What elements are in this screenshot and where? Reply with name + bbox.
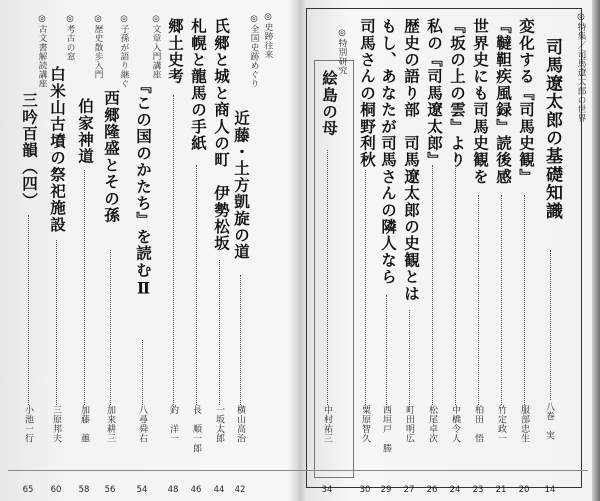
entry-author: 服部忠生 — [519, 405, 529, 444]
entry-page: 48 — [167, 485, 179, 495]
leader-dots — [173, 95, 174, 405]
entry-title: 絵島の母 — [320, 70, 339, 137]
leader-dots — [28, 215, 29, 405]
entry-page: 23 — [472, 485, 484, 495]
leader-dots — [478, 195, 479, 405]
entry-page: 60 — [50, 485, 62, 495]
entry-page: 54 — [136, 485, 148, 495]
entry-author: 中村祐三 — [322, 405, 332, 444]
leader-dots — [84, 170, 85, 405]
entry-page: 46 — [190, 485, 202, 495]
entry-page: 27 — [403, 485, 415, 495]
bottom-rule — [8, 470, 588, 471]
entry-title: 近藤・土方凱旋の道 — [232, 110, 251, 261]
entry-title: 私の『司馬遼太郎』 — [425, 18, 444, 169]
entry-series-label: ◎子孫が語り継ぐ — [119, 14, 129, 89]
entry-author: 釣 洋一 — [168, 405, 178, 444]
entry-page: 21 — [495, 485, 507, 495]
leader-dots — [365, 170, 366, 405]
entry-title: 三吟百韻（四） — [20, 92, 39, 209]
entry-author: 柏田 悟 — [473, 405, 483, 444]
entry-title: 札幌と龍馬の手紙 — [189, 18, 208, 152]
leader-dots — [219, 260, 220, 405]
entry-page: 30 — [359, 485, 371, 495]
entry-title: 『坂の上の雲』より — [448, 18, 467, 169]
entry-series-label: ◎文章入門講座 — [151, 14, 161, 80]
leader-dots — [409, 310, 410, 405]
entry-series-label: ◎古文書解読講座 — [37, 14, 47, 89]
special-section-label: ◎特別研究 — [337, 28, 347, 75]
leader-dots — [501, 195, 502, 405]
entry-author: 中橋令人 — [450, 405, 460, 444]
entry-author: 加来耕三 — [105, 405, 115, 444]
entry-author: 町田明広 — [404, 405, 414, 444]
entry-author: 一坂太郎 — [214, 405, 224, 444]
entry-title: 歴史の語り部 司馬遼太郎の史観とは — [402, 18, 421, 302]
entry-page: 24 — [449, 485, 461, 495]
entry-author: 八巻 実 — [544, 402, 554, 441]
entry-page: 20 — [518, 485, 530, 495]
entry-title: 氏郷と城と商人の町 伊勢松坂 — [212, 18, 231, 252]
leader-dots — [327, 150, 328, 405]
entry-page: 58 — [78, 485, 90, 495]
leader-dots — [550, 250, 551, 400]
entry-title: 世界史にも司馬史観を — [471, 18, 490, 185]
entry-title: 白米山古墳の祭祀施設 — [48, 66, 67, 233]
leader-dots — [196, 165, 197, 405]
leader-dots — [432, 165, 433, 405]
entry-author: 松尾卓次 — [427, 405, 437, 444]
entry-page: 56 — [104, 485, 116, 495]
entry-title: 郷土史考 — [166, 18, 185, 85]
entry-author: 西垣戸 勝 — [381, 405, 391, 453]
entry-title: 西郷隆盛とその孫 — [102, 90, 121, 224]
leader-dots — [56, 240, 57, 405]
entry-page: 44 — [213, 485, 225, 495]
entry-author: 長 順一郎 — [191, 405, 201, 453]
entry-title: 司馬さんの桐野利秋 — [358, 18, 377, 169]
entry-series-label: ◎歴史散歩入門 — [93, 14, 103, 80]
entry-author: 三原邦夫 — [51, 405, 61, 444]
history-walk-section-label: ◎史跡往来 — [263, 12, 273, 59]
entry-page: 29 — [380, 485, 392, 495]
entry-title: 司馬遼太郎の基礎知識 — [542, 38, 562, 220]
entry-page: 14 — [544, 485, 556, 495]
entry-series-label: ◎考古の窓 — [65, 14, 75, 61]
leader-dots — [110, 250, 111, 405]
entry-author: 加藤 蕙 — [79, 405, 89, 444]
entry-author: 小池一行 — [23, 405, 33, 444]
entry-author: 竹定政一 — [496, 405, 506, 444]
leader-dots — [240, 275, 241, 405]
entry-title: 『この国のかたち』を読むⅡ — [134, 78, 153, 299]
entry-page: 42 — [234, 485, 246, 495]
entry-title: 伯家神道 — [76, 98, 95, 165]
leader-dots — [142, 340, 143, 405]
entry-page: 34 — [321, 485, 333, 495]
leader-dots — [524, 195, 525, 405]
leader-dots — [386, 295, 387, 405]
entry-title: 変化する『司馬史観』 — [517, 18, 536, 185]
entry-author: 粟原智久 — [360, 405, 370, 444]
entry-series-label: ◎全国史跡めぐり — [249, 14, 259, 89]
entry-title: もし、あなたが司馬さんの隣人なら — [379, 18, 398, 286]
entry-page: 65 — [22, 485, 34, 495]
page-edge-shadow — [592, 0, 600, 501]
entry-author: 横山高治 — [235, 405, 245, 444]
feature-section-label: ◎特集／司馬遼太郎の世界 — [576, 12, 586, 123]
entry-author: 八尋舜右 — [137, 405, 147, 444]
entry-page: 26 — [426, 485, 438, 495]
leader-dots — [455, 165, 456, 405]
entry-title: 『韃靼疾風録』読後感 — [494, 18, 513, 185]
